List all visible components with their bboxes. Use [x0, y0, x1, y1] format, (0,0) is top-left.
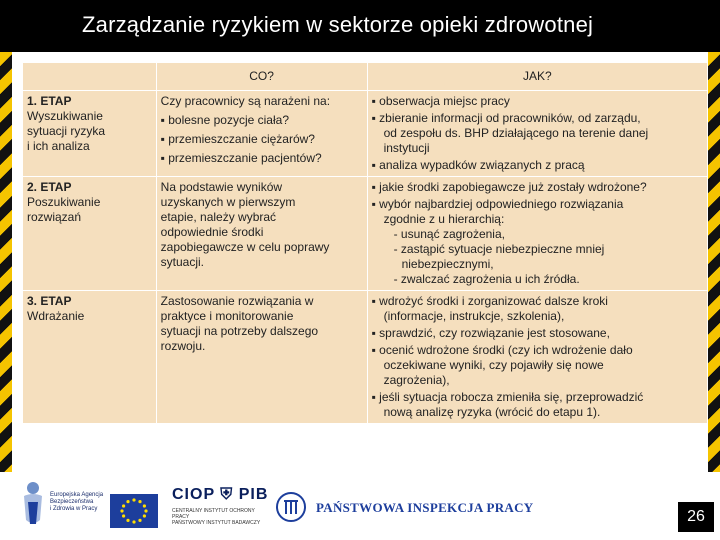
- stage-name-line: rozwiązań: [27, 210, 82, 224]
- eu-osha-line-1: Europejska Agencja: [50, 492, 104, 498]
- slide-title: Zarządzanie ryzykiem w sektorze opieki zdrowotnej: [82, 12, 594, 37]
- what-line: etapie, należy wybrać: [160, 210, 277, 224]
- what-line: odpowiednie środki: [160, 225, 264, 239]
- stage-number: 2. ETAP: [27, 180, 72, 194]
- eu-osha-logo: [18, 480, 108, 530]
- stage-number: 1. ETAP: [27, 94, 72, 108]
- how-item-continuation: od zespołu ds. BHP działającego na terenie danej: [383, 126, 649, 140]
- how-cell: [367, 291, 707, 424]
- hazard-stripe-right: [708, 52, 720, 472]
- table-row: [23, 177, 708, 291]
- what-line: ▪ przemieszczanie pacjentów?: [160, 151, 322, 165]
- footer-logos: [0, 474, 720, 540]
- how-item: ▪ zbieranie informacji od pracowników, od zarządu,: [371, 111, 641, 125]
- table-body: [23, 91, 708, 424]
- stage-name-line: Wdrażanie: [27, 309, 85, 323]
- eu-flag-logo: [110, 494, 158, 528]
- stage-cell: [23, 91, 157, 177]
- what-line: zapobiegawcze w celu poprawy: [160, 240, 330, 254]
- how-cell: [367, 91, 707, 177]
- table-header-row: [23, 63, 708, 91]
- how-item-continuation: nową analizę ryzyka (wrócić do etapu 1).: [383, 405, 601, 419]
- what-line: Zastosowanie rozwiązania w: [160, 294, 314, 308]
- header-corner: [23, 63, 157, 91]
- stage-number: 3. ETAP: [27, 294, 72, 308]
- title-bar: [0, 0, 720, 52]
- stage-cell: [23, 177, 157, 291]
- how-item-continuation: oczekiwane wyniki, czy pojawiły się nowe: [383, 358, 604, 372]
- stage-name-line: i ich analiza: [27, 139, 90, 153]
- ciop-sub-line-1: CENTRALNY INSTYTUT OCHRONY PRACY: [172, 508, 255, 520]
- pip-logo-text: PAŃSTWOWA INSPEKCJA PRACY: [316, 500, 534, 515]
- how-item: ▪ wybór najbardziej odpowiedniego rozwiązania: [371, 197, 624, 211]
- what-cell: [156, 91, 367, 177]
- how-item: ▪ ocenić wdrożone środki (czy ich wdrożenie dało: [371, 343, 633, 357]
- stage-name-line: Wyszukiwanie: [27, 109, 103, 123]
- what-line: praktyce i monitorowanie: [160, 309, 294, 323]
- ciop-sub-line-2: PAŃSTWOWY INSTYTUT BADAWCZY: [172, 520, 261, 526]
- eu-osha-text: [50, 492, 103, 513]
- header-how: JAK?: [367, 63, 707, 91]
- risk-table-container: [22, 62, 708, 424]
- ciop-pib-logo: CIOP ⛨ PIB: [172, 486, 269, 503]
- how-item-continuation: instytucji: [383, 141, 430, 155]
- eu-osha-line-2: Bezpieczeństwa: [50, 499, 94, 505]
- how-item-continuation: - zwalczać zagrożenia u ich źródła.: [393, 272, 580, 286]
- how-item-continuation: zagrożenia),: [383, 373, 450, 387]
- what-line: rozwoju.: [160, 339, 206, 353]
- what-cell: [156, 291, 367, 424]
- what-line: sytuacji na potrzeby dalszego: [160, 324, 319, 338]
- page-number: 26: [678, 502, 714, 532]
- eu-stars-icon: [110, 494, 158, 528]
- what-line: Czy pracownicy są narażeni na:: [160, 94, 331, 108]
- how-item-continuation: - zastąpić sytuacje niebezpieczne mniej: [393, 242, 605, 256]
- how-item: ▪ wdrożyć środki i zorganizować dalsze kroki: [371, 294, 608, 308]
- eu-osha-line-3: i Zdrowia w Pracy: [50, 506, 98, 512]
- what-line: uzyskanych w pierwszym: [160, 195, 296, 209]
- risk-management-table: [22, 62, 708, 424]
- how-item: ▪ jakie środki zapobiegawcze już zostały wdrożone?: [371, 180, 647, 194]
- eu-osha-figure-icon: [18, 480, 48, 530]
- hazard-stripe-left: [0, 52, 12, 472]
- pip-emblem-icon: [276, 492, 306, 522]
- what-cell: [156, 177, 367, 291]
- how-item-continuation: zgodnie z u hierarchią:: [383, 212, 505, 226]
- what-line: sytuacji.: [160, 255, 205, 269]
- table-row: [23, 291, 708, 424]
- how-item: ▪ sprawdzić, czy rozwiązanie jest stosowane,: [371, 326, 610, 340]
- how-item: ▪ obserwacja miejsc pracy: [371, 94, 510, 108]
- stage-name-line: sytuacji ryzyka: [27, 124, 106, 138]
- how-item-continuation: - usunąć zagrożenia,: [393, 227, 505, 241]
- pip-emblem-glyph-icon: [278, 494, 304, 520]
- how-item-continuation: (informacje, instrukcje, szkolenia),: [383, 309, 565, 323]
- ciop-subtitle: [172, 508, 272, 526]
- what-line: ▪ bolesne pozycje ciała?: [160, 113, 289, 127]
- how-item-continuation: niebezpiecznymi,: [401, 257, 494, 271]
- what-line: Na podstawie wyników: [160, 180, 283, 194]
- stage-cell: [23, 291, 157, 424]
- how-item: ▪ analiza wypadków związanych z pracą: [371, 158, 585, 172]
- header-what: CO?: [156, 63, 367, 91]
- stage-name-line: Poszukiwanie: [27, 195, 101, 209]
- what-line: ▪ przemieszczanie ciężarów?: [160, 132, 315, 146]
- table-row: [23, 91, 708, 177]
- how-item: ▪ jeśli sytuacja robocza zmieniła się, przeprowadzić: [371, 390, 644, 404]
- how-cell: [367, 177, 707, 291]
